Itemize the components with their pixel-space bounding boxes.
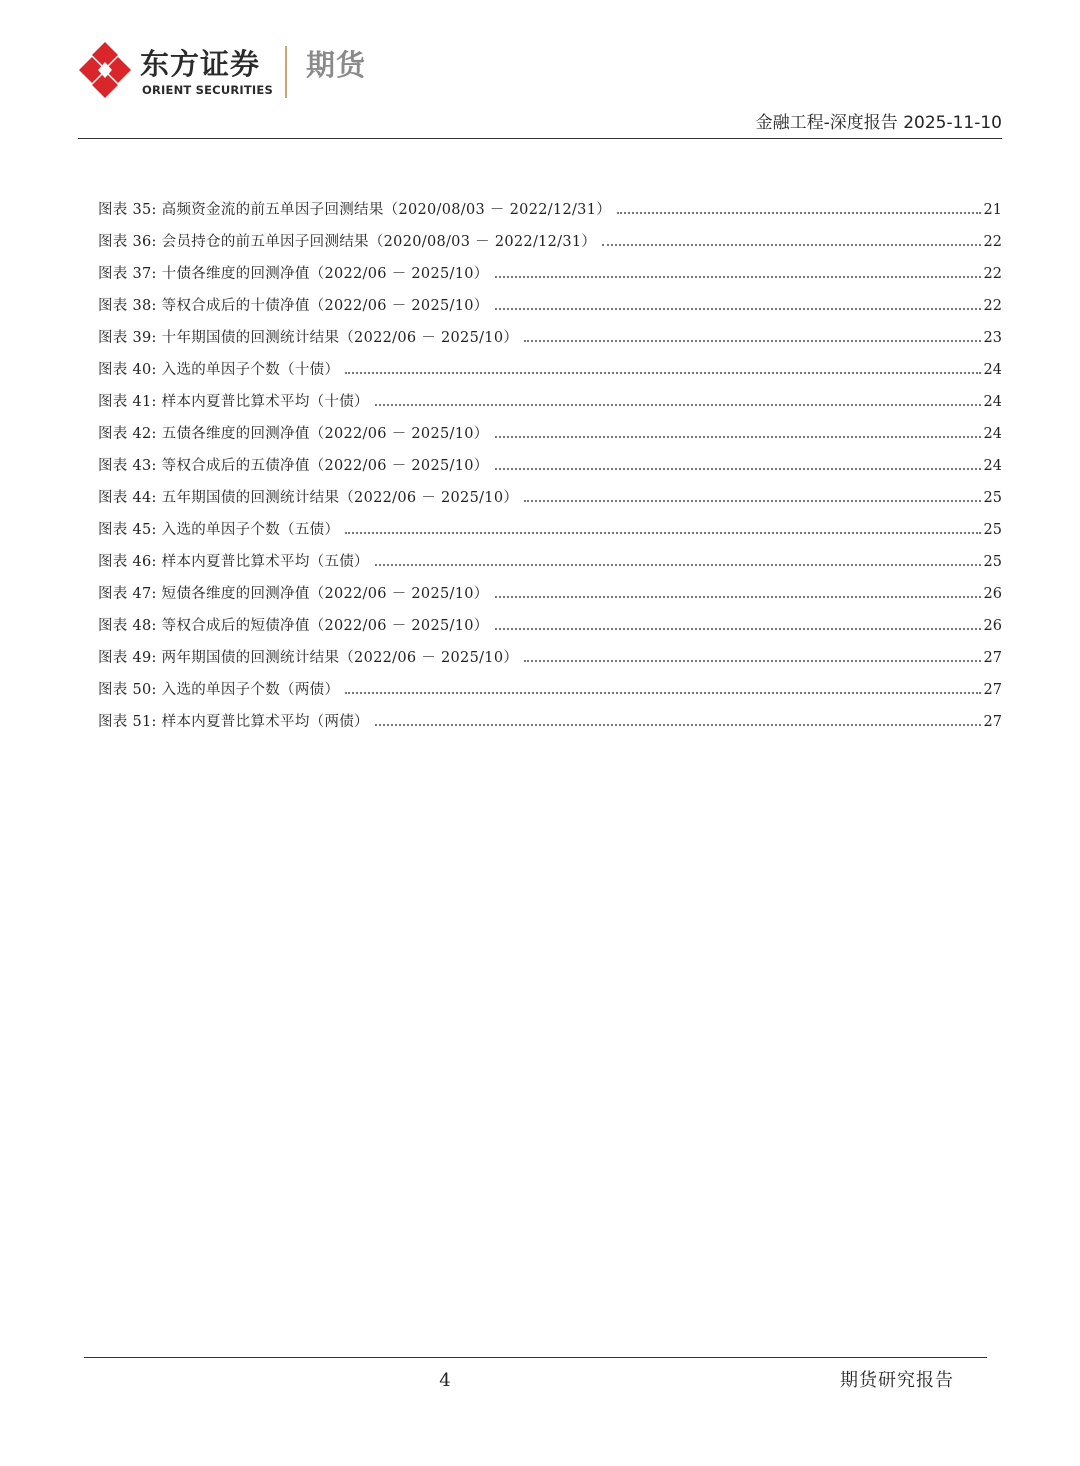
toc-entry[interactable] <box>98 290 1002 322</box>
toc-entry-label: 图表 39: 十年期国债的回测统计结果（2022/06 － 2025/10） <box>98 330 519 346</box>
toc-entry[interactable] <box>98 194 1002 226</box>
toc-leader-dots <box>495 436 981 438</box>
toc-entry-page: 25 <box>983 522 1002 538</box>
toc-entry-page: 24 <box>983 394 1002 410</box>
toc-leader-dots <box>617 212 981 214</box>
toc-entry-label: 图表 48: 等权合成后的短债净值（2022/06 － 2025/10） <box>98 618 489 634</box>
brand-subsidiary: 期货 <box>306 48 367 82</box>
toc-entry[interactable] <box>98 610 1002 642</box>
toc-entry[interactable] <box>98 706 1002 738</box>
toc-entry-label: 图表 44: 五年期国债的回测统计结果（2022/06 － 2025/10） <box>98 490 519 506</box>
toc-entry-label: 图表 38: 等权合成后的十债净值（2022/06 － 2025/10） <box>98 298 489 314</box>
toc-entry-label: 图表 45: 入选的单因子个数（五债） <box>98 522 340 538</box>
footer-divider <box>84 1357 987 1358</box>
toc-entry-label: 图表 46: 样本内夏普比算术平均（五债） <box>98 554 369 570</box>
toc-entry-page: 25 <box>983 554 1002 570</box>
toc-entry-page: 24 <box>983 426 1002 442</box>
toc-entry[interactable] <box>98 578 1002 610</box>
toc-entry[interactable] <box>98 482 1002 514</box>
toc-entry-label: 图表 40: 入选的单因子个数（十债） <box>98 362 340 378</box>
toc-entry-page: 27 <box>983 682 1002 698</box>
toc-leader-dots <box>345 372 980 374</box>
toc-leader-dots <box>375 404 981 406</box>
toc-leader-dots <box>495 308 981 310</box>
toc-leader-dots <box>495 468 981 470</box>
toc-entry-label: 图表 47: 短债各维度的回测净值（2022/06 － 2025/10） <box>98 586 489 602</box>
toc-entry[interactable] <box>98 258 1002 290</box>
toc-entry-page: 24 <box>983 458 1002 474</box>
toc-entry-page: 26 <box>983 618 1002 634</box>
toc-entry[interactable] <box>98 642 1002 674</box>
toc-leader-dots <box>375 564 981 566</box>
brand-name-en: ORIENT SECURITIES <box>142 83 273 97</box>
toc-entry-label: 图表 36: 会员持仓的前五单因子回测结果（2020/08/03 － 2022/12/31） <box>98 234 597 250</box>
report-type-date: 金融工程-深度报告 2025-11-10 <box>755 113 1002 133</box>
toc-entry-page: 26 <box>983 586 1002 602</box>
toc-entry[interactable] <box>98 674 1002 706</box>
brand-separator <box>285 46 287 98</box>
toc-entry[interactable] <box>98 450 1002 482</box>
toc-entry-page: 25 <box>983 490 1002 506</box>
brand-name-cn: 东方证券 <box>140 47 261 81</box>
toc-leader-dots <box>495 628 981 630</box>
footer-report-label: 期货研究报告 <box>840 1370 954 1391</box>
toc-entry-label: 图表 49: 两年期国债的回测统计结果（2022/06 － 2025/10） <box>98 650 519 666</box>
toc-entry-label: 图表 43: 等权合成后的五债净值（2022/06 － 2025/10） <box>98 458 489 474</box>
toc-leader-dots <box>495 276 981 278</box>
toc-leader-dots <box>602 244 980 246</box>
toc-leader-dots <box>524 340 980 342</box>
toc-entry-page: 24 <box>983 362 1002 378</box>
toc-entry-label: 图表 50: 入选的单因子个数（两债） <box>98 682 340 698</box>
toc-entry-page: 22 <box>983 298 1002 314</box>
toc-leader-dots <box>524 500 980 502</box>
toc-entry-page: 27 <box>983 714 1002 730</box>
toc-entry[interactable] <box>98 418 1002 450</box>
toc-entry[interactable] <box>98 514 1002 546</box>
header-divider <box>78 138 1002 139</box>
toc-leader-dots <box>375 724 981 726</box>
toc-entry-page: 23 <box>983 330 1002 346</box>
toc-entry-label: 图表 51: 样本内夏普比算术平均（两债） <box>98 714 369 730</box>
toc-entry-label: 图表 35: 高频资金流的前五单因子回测结果（2020/08/03 － 2022/12/31） <box>98 202 612 218</box>
toc-leader-dots <box>524 660 980 662</box>
page-number: 4 <box>439 1370 451 1391</box>
toc-entry[interactable] <box>98 386 1002 418</box>
toc-entry-label: 图表 37: 十债各维度的回测净值（2022/06 － 2025/10） <box>98 266 489 282</box>
toc-entry[interactable] <box>98 322 1002 354</box>
toc-entry-page: 21 <box>983 202 1002 218</box>
toc-leader-dots <box>495 596 981 598</box>
toc-leader-dots <box>345 692 980 694</box>
toc-entry-page: 22 <box>983 234 1002 250</box>
toc-entry[interactable] <box>98 354 1002 386</box>
orient-securities-logo-icon <box>78 42 132 100</box>
toc-entry-page: 27 <box>983 650 1002 666</box>
toc-entry-page: 22 <box>983 266 1002 282</box>
toc-entry-label: 图表 41: 样本内夏普比算术平均（十债） <box>98 394 369 410</box>
figure-list <box>98 194 1002 738</box>
toc-entry[interactable] <box>98 546 1002 578</box>
toc-entry[interactable] <box>98 226 1002 258</box>
toc-entry-label: 图表 42: 五债各维度的回测净值（2022/06 － 2025/10） <box>98 426 489 442</box>
toc-leader-dots <box>345 532 980 534</box>
